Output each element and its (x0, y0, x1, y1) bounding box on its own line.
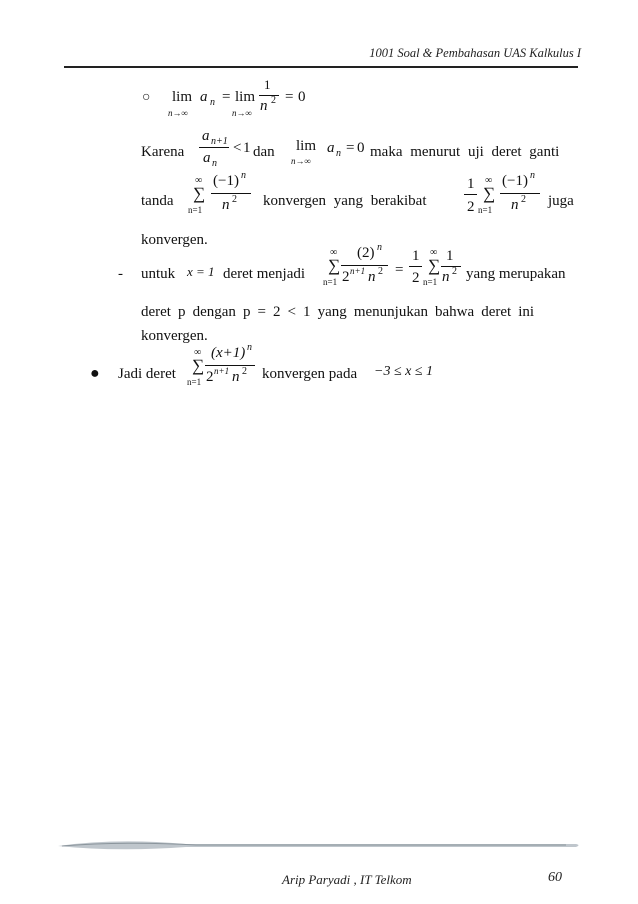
sigma-lower-n-eq-1: n=1 (188, 205, 203, 215)
exponent-2: 2 (242, 366, 247, 377)
sigma-icon: ∑ (483, 184, 496, 203)
equals-sign: = (222, 89, 231, 105)
denominator-n: n (232, 369, 240, 385)
half-numerator: 1 (412, 248, 420, 264)
konvergen-berakibat-text: konvergen yang berakibat (263, 193, 427, 209)
deret-p-text: deret p dengan p = 2 < 1 yang menunjukan bahwa deret ini (141, 304, 535, 320)
numerator-two: (2) (357, 245, 375, 261)
exponent-2: 2 (232, 194, 237, 205)
lim-subscript: n→∞ (168, 108, 188, 118)
half-numerator: 1 (467, 176, 475, 192)
jadi-deret-text: Jadi deret (118, 366, 176, 382)
exponent-2: 2 (521, 194, 526, 205)
sigma-icon: ∑ (193, 184, 206, 203)
lim-label: lim (296, 138, 317, 154)
sigma-icon: ∑ (328, 256, 341, 275)
a-subscript-n: n (336, 148, 341, 159)
a-symbol: a (327, 140, 335, 156)
fraction-bar (205, 365, 255, 366)
deret-menjadi-text: deret menjadi (223, 266, 306, 282)
one-over-numerator: 1 (446, 248, 454, 264)
exponent-n: n (247, 342, 252, 353)
bullet-circle-icon: ○ (142, 90, 151, 105)
konvergen-pada-text: konvergen pada (262, 366, 358, 382)
fraction-bar (464, 194, 477, 195)
sigma-upper-inf: ∞ (195, 175, 203, 186)
sigma-upper-inf: ∞ (430, 247, 438, 258)
sigma-lower-n-eq-1: n=1 (187, 377, 202, 387)
lim-subscript: n→∞ (291, 156, 311, 166)
dash-bullet: - (118, 266, 123, 282)
sigma-icon: ∑ (428, 256, 441, 275)
numerator-x-plus-1: (x+1) (211, 345, 246, 361)
exponent-2: 2 (452, 266, 457, 277)
footer-swoosh-ornament (56, 836, 586, 856)
a-symbol: a (202, 128, 210, 144)
result-zero: 0 (298, 89, 306, 105)
exponent-2: 2 (378, 266, 383, 277)
word-untuk: untuk (141, 266, 176, 282)
numerator-neg-one: (−1) (213, 173, 239, 189)
zero-value: 0 (357, 140, 365, 156)
interval-range: −3 ≤ x ≤ 1 (374, 364, 434, 379)
denominator-two: 2 (206, 369, 214, 385)
word-juga: juga (548, 193, 574, 209)
page-number: 60 (548, 870, 562, 885)
denominator-n: n (511, 197, 519, 213)
footer-author: Arip Paryadi , IT Telkom (282, 872, 412, 887)
equals-sign: = (346, 140, 355, 156)
exponent-n: n (377, 242, 382, 253)
exponent-n-plus-1: n+1 (214, 366, 230, 376)
exponent-n: n (530, 170, 535, 181)
a-symbol: a (203, 150, 211, 166)
fraction-bar (409, 266, 422, 267)
fraction-bar (211, 193, 251, 194)
a-subscript-n: n (210, 97, 215, 108)
equals-sign-2: = (285, 89, 294, 105)
less-than-sign: < (233, 140, 242, 156)
sigma-lower-n-eq-1: n=1 (323, 277, 338, 287)
one-value: 1 (243, 140, 251, 156)
denominator-n: n (368, 269, 376, 285)
half-denominator: 2 (412, 270, 420, 286)
frac-numerator-1: 1 (264, 77, 271, 92)
half-denominator: 2 (467, 199, 475, 215)
word-konvergen-2: konvergen. (141, 328, 208, 344)
exponent-n: n (241, 170, 246, 181)
lim-label-2: lim (235, 89, 256, 105)
denominator-n: n (442, 269, 450, 285)
fraction-bar (441, 266, 461, 267)
yang-merupakan-text: yang merupakan (466, 266, 566, 282)
word-dan: dan (253, 144, 275, 160)
denominator-two: 2 (342, 269, 350, 285)
running-header: 1001 Soal & Pembahasan UAS Kalkulus I (369, 46, 581, 60)
sigma-upper-inf: ∞ (330, 247, 338, 258)
equals-sign: = (395, 262, 404, 278)
sigma-upper-inf: ∞ (194, 347, 202, 358)
sigma-icon: ∑ (192, 356, 205, 375)
a-subscript-n-plus-1: n+1 (211, 136, 228, 147)
frac-denominator-n: n (260, 98, 268, 114)
fraction-bar (500, 193, 540, 194)
numerator-neg-one: (−1) (502, 173, 528, 189)
word-karena: Karena (141, 144, 185, 160)
fraction-bar (259, 95, 279, 96)
bullet-dot-icon: ● (90, 365, 100, 382)
word-konvergen: konvergen. (141, 232, 208, 248)
maka-menurut-text: maka menurut uji deret ganti (370, 144, 560, 160)
a-subscript-n: n (212, 158, 217, 169)
a-symbol: a (200, 89, 208, 105)
sigma-lower-n-eq-1: n=1 (423, 277, 438, 287)
sigma-lower-n-eq-1: n=1 (478, 205, 493, 215)
lim-label: lim (172, 89, 193, 105)
sigma-upper-inf: ∞ (485, 175, 493, 186)
fraction-bar (199, 147, 229, 148)
word-tanda: tanda (141, 193, 174, 209)
header-rule (64, 66, 578, 68)
exponent-2: 2 (271, 95, 276, 106)
x-equals-one: x = 1 (187, 264, 215, 279)
denominator-n: n (222, 197, 230, 213)
lim-subscript-2: n→∞ (232, 108, 252, 118)
exponent-n-plus-1: n+1 (350, 266, 366, 276)
